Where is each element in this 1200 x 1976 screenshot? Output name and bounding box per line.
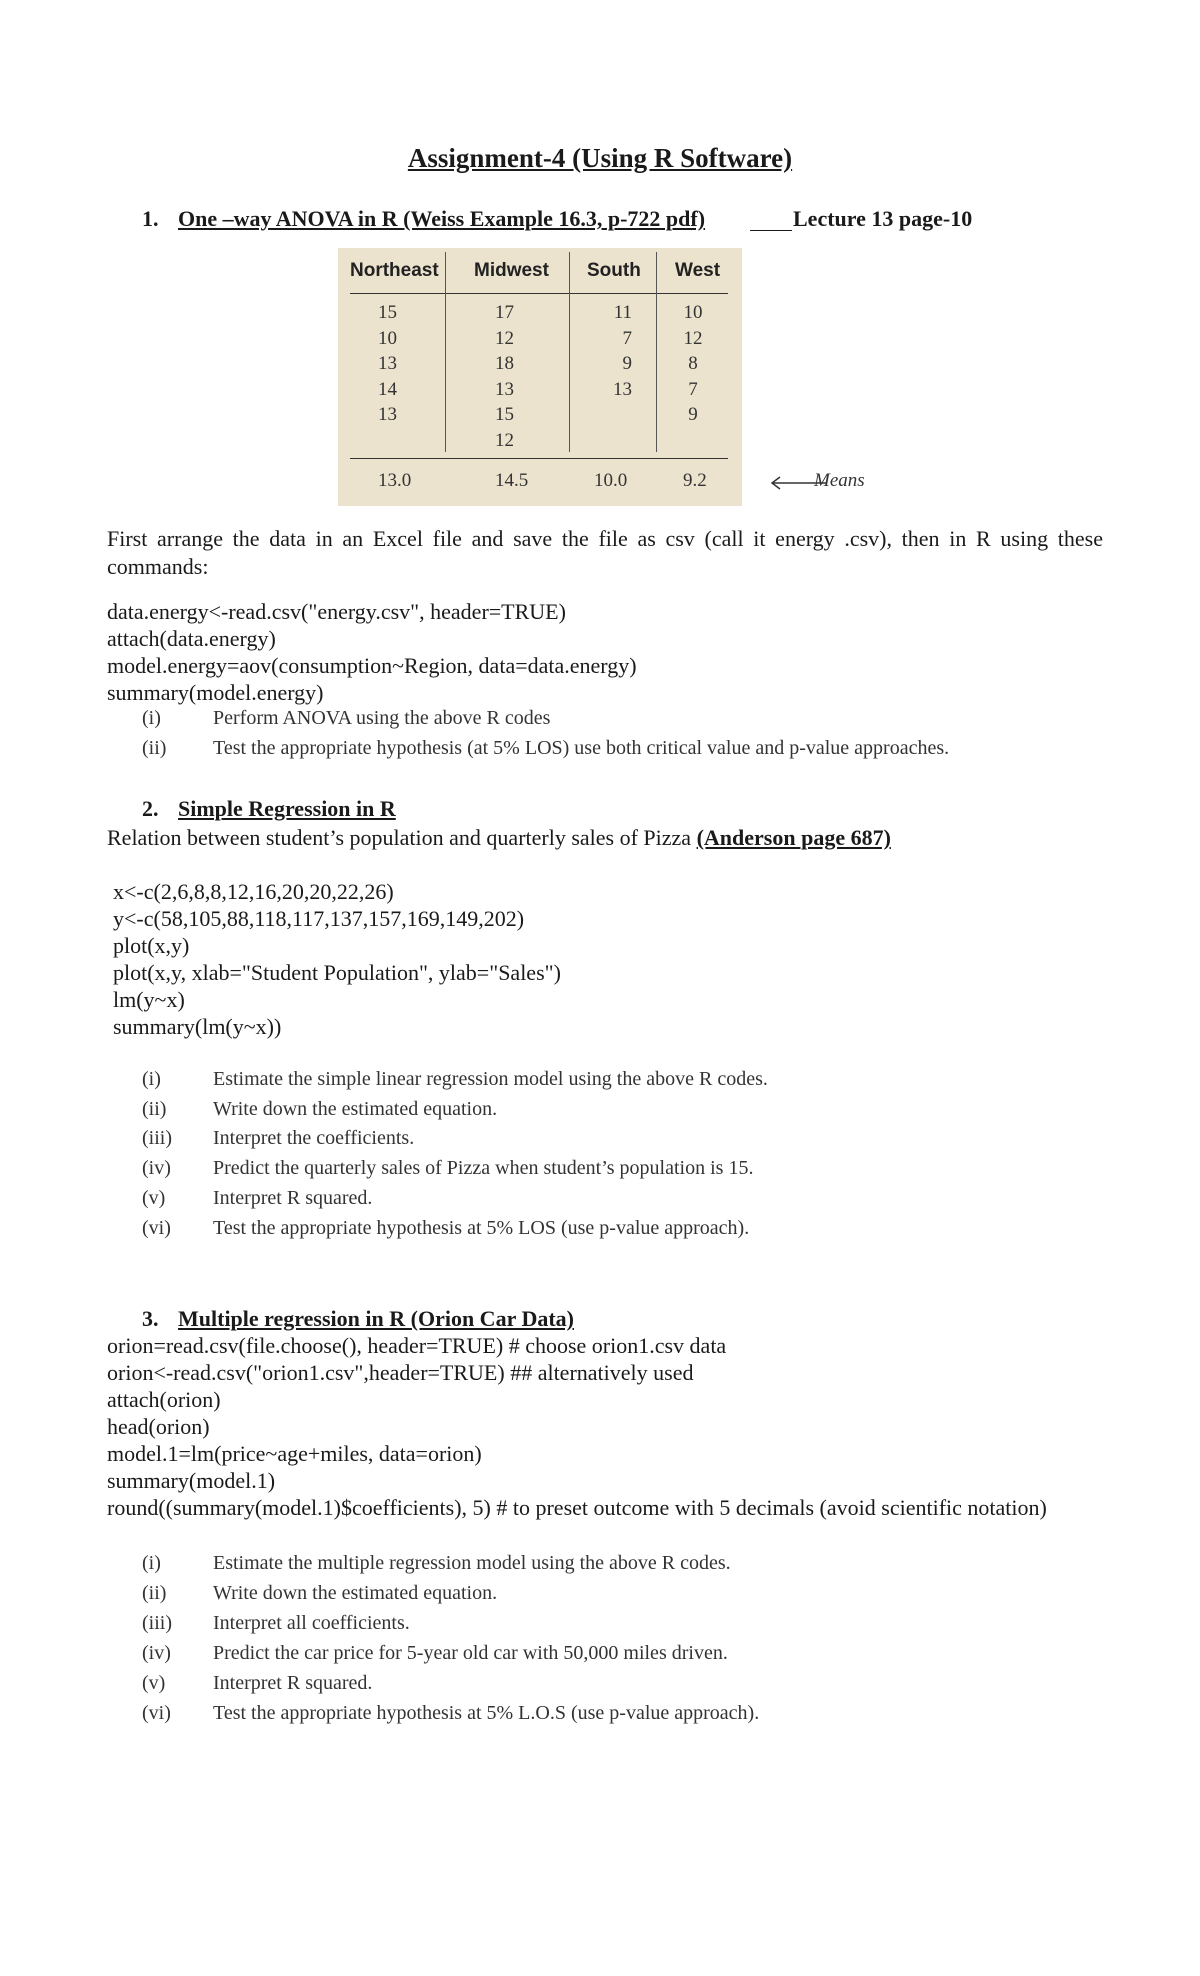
code-line: model.energy=aov(consumption~Region, data=data.energy) bbox=[107, 653, 637, 678]
table-cell: 13 bbox=[378, 353, 397, 374]
table-header-rule bbox=[350, 293, 728, 294]
q3-item-number: (i) bbox=[142, 1552, 161, 1574]
table-cell: 7 bbox=[688, 378, 698, 400]
q3-item-text: Write down the estimated equation. bbox=[213, 1582, 498, 1604]
q3-item-number: (v) bbox=[142, 1672, 166, 1694]
table-column-divider bbox=[656, 252, 657, 452]
code-line: summary(model.1) bbox=[107, 1468, 276, 1493]
q2-intro-text: Relation between student’s population and quarterly sales of Pizza bbox=[107, 825, 692, 850]
q3-item-text: Test the appropriate hypothesis at 5% L.O.S (use p-value approach). bbox=[213, 1702, 760, 1724]
table-cell: 9 bbox=[688, 404, 698, 425]
q3-number: 3. bbox=[142, 1306, 159, 1331]
code-line: attach(data.energy) bbox=[107, 626, 276, 651]
code-line: lm(y~x) bbox=[113, 987, 185, 1012]
q3-item-number: (ii) bbox=[142, 1582, 167, 1604]
page-title: Assignment-4 (Using R Software) bbox=[407, 143, 793, 173]
q1-item-number: (i) bbox=[142, 707, 161, 729]
q2-item-number: (iv) bbox=[142, 1157, 171, 1179]
q3-heading: Multiple regression in R (Orion Car Data) bbox=[178, 1306, 574, 1331]
q1-heading-underline-gap bbox=[750, 230, 792, 231]
q3-item-number: (iii) bbox=[142, 1612, 172, 1634]
table-column-west bbox=[668, 300, 718, 428]
code-line: model.1=lm(price~age+miles, data=orion) bbox=[107, 1441, 482, 1466]
table-mean-midwest: 14.5 bbox=[495, 470, 529, 491]
q1-number: 1. bbox=[142, 206, 159, 231]
table-mean-west: 9.2 bbox=[683, 470, 707, 491]
q2-item-number: (iii) bbox=[142, 1127, 172, 1149]
q1-heading: One –way ANOVA in R (Weiss Example 16.3, p-722 pdf) bbox=[178, 206, 706, 231]
q1-code-block bbox=[107, 598, 637, 706]
means-annotation bbox=[768, 470, 1168, 496]
table-column-northeast bbox=[378, 300, 397, 428]
table-column-divider bbox=[569, 252, 570, 452]
q2-reference: (Anderson page 687) bbox=[696, 825, 891, 850]
table-cell: 18 bbox=[495, 353, 514, 374]
q2-item-number: (i) bbox=[142, 1068, 161, 1090]
table-column-divider bbox=[445, 252, 446, 452]
q2-item-number: (ii) bbox=[142, 1098, 167, 1120]
table-header-midwest: Midwest bbox=[474, 260, 549, 281]
table-cell: 9 bbox=[622, 353, 632, 374]
q2-item-text: Interpret R squared. bbox=[213, 1187, 373, 1209]
table-cell: 10 bbox=[378, 327, 397, 349]
table-column-south bbox=[592, 300, 632, 402]
table-column-midwest bbox=[495, 300, 514, 453]
code-line: attach(orion) bbox=[107, 1387, 221, 1412]
table-cell: 14 bbox=[378, 378, 397, 400]
table-cell: 13 bbox=[378, 404, 397, 425]
table-cell: 15 bbox=[495, 404, 514, 425]
q3-item-text: Interpret R squared. bbox=[213, 1672, 373, 1694]
code-line: plot(x,y) bbox=[113, 933, 190, 958]
code-line: x<-c(2,6,8,8,12,16,20,20,22,26) bbox=[113, 879, 394, 904]
q3-item-number: (vi) bbox=[142, 1702, 171, 1724]
q1-item-text: Perform ANOVA using the above R codes bbox=[213, 707, 551, 729]
table-header-west: West bbox=[675, 260, 721, 281]
table-mean-northeast: 13.0 bbox=[378, 470, 412, 491]
code-line: orion<-read.csv("orion1.csv",header=TRUE) ## alternatively used bbox=[107, 1360, 694, 1385]
code-line: data.energy<-read.csv("energy.csv", header=TRUE) bbox=[107, 599, 566, 624]
q2-item-number: (v) bbox=[142, 1187, 166, 1209]
table-cell: 11 bbox=[613, 302, 632, 323]
table-cell: 10 bbox=[683, 302, 703, 323]
means-label: Means bbox=[814, 470, 865, 491]
table-mean-south: 10.0 bbox=[594, 470, 628, 491]
table-cell: 17 bbox=[495, 302, 514, 323]
table-cell: 12 bbox=[495, 327, 514, 349]
q2-heading: Simple Regression in R bbox=[178, 796, 396, 821]
q2-code-block bbox=[113, 878, 561, 1040]
table-cell: 7 bbox=[622, 327, 632, 349]
q3-item-number: (iv) bbox=[142, 1642, 171, 1664]
q2-item-text: Test the appropriate hypothesis at 5% LOS (use p-value approach). bbox=[213, 1217, 750, 1239]
table-header-northeast: Northeast bbox=[350, 260, 439, 281]
code-line: summary(lm(y~x)) bbox=[113, 1014, 282, 1039]
table-means-rule bbox=[350, 458, 728, 459]
q1-intro: First arrange the data in an Excel file and save the file as csv (call it energy .csv), then in R using these commands: bbox=[107, 526, 1103, 579]
table-cell: 13 bbox=[495, 378, 514, 400]
energy-data-table bbox=[338, 248, 742, 506]
q3-code-block bbox=[107, 1332, 726, 1494]
q1-item-number: (ii) bbox=[142, 737, 167, 759]
q3-item-text: Estimate the multiple regression model using the above R codes. bbox=[213, 1552, 731, 1574]
q2-item-text: Interpret the coefficients. bbox=[213, 1127, 415, 1149]
table-cell: 15 bbox=[378, 302, 397, 323]
q2-number: 2. bbox=[142, 796, 159, 821]
q3-item-text: Interpret all coefficients. bbox=[213, 1612, 410, 1634]
q3-round-line: round((summary(model.1)$coefficients), 5) # to preset outcome with 5 decimals (avoid scientific notation) bbox=[107, 1495, 1047, 1520]
q2-intro bbox=[107, 824, 891, 851]
code-line: orion=read.csv(file.choose(), header=TRUE) # choose orion1.csv data bbox=[107, 1333, 727, 1358]
table-header-south: South bbox=[587, 260, 641, 281]
table-cell: 8 bbox=[688, 353, 698, 374]
code-line: summary(model.energy) bbox=[107, 680, 324, 705]
table-cell: 12 bbox=[683, 327, 703, 349]
q2-item-text: Estimate the simple linear regression model using the above R codes. bbox=[213, 1068, 768, 1090]
code-line: head(orion) bbox=[107, 1414, 210, 1439]
table-cell: 12 bbox=[495, 429, 514, 451]
q2-item-text: Write down the estimated equation. bbox=[213, 1098, 498, 1120]
code-line: y<-c(58,105,88,118,117,137,157,169,149,202) bbox=[113, 906, 525, 931]
q3-item-text: Predict the car price for 5-year old car with 50,000 miles driven. bbox=[213, 1642, 728, 1664]
code-line: plot(x,y, xlab="Student Population", ylab="Sales") bbox=[113, 960, 561, 985]
q1-reference: Lecture 13 page-10 bbox=[793, 206, 973, 231]
q2-item-number: (vi) bbox=[142, 1217, 171, 1239]
q1-item-text: Test the appropriate hypothesis (at 5% LOS) use both critical value and p-value approaches. bbox=[213, 737, 950, 759]
table-cell: 13 bbox=[613, 378, 632, 400]
q2-item-text: Predict the quarterly sales of Pizza when student’s population is 15. bbox=[213, 1157, 754, 1179]
